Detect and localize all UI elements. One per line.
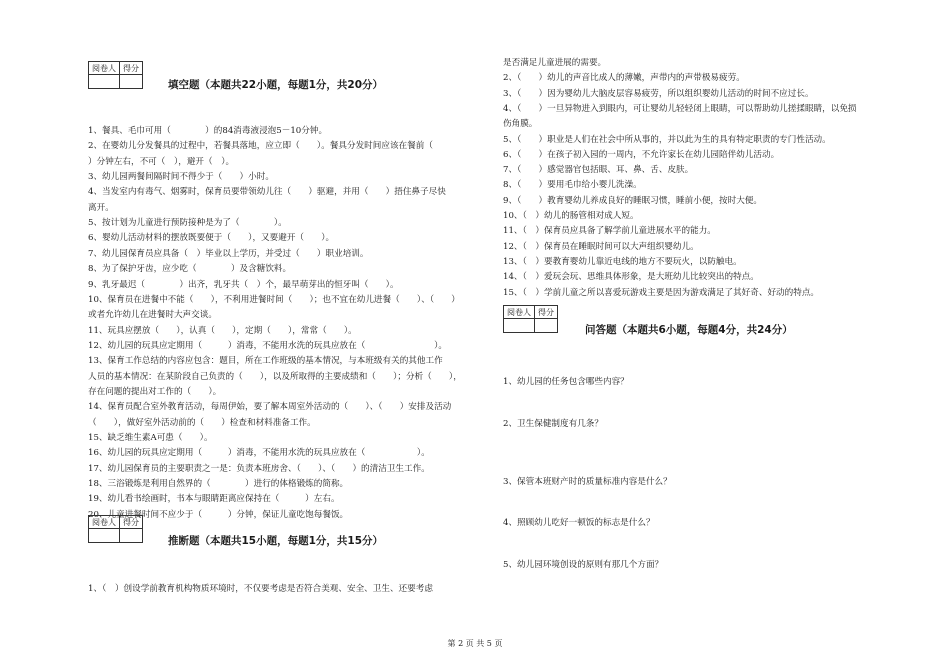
- fill-line-7: 5、按计划为儿童进行预防接种是为了（ ）。: [88, 218, 287, 229]
- fill-line-16: 13、保育工作总结的内容应包含：题目，所在工作班级的基本情况，与本班级有关的其他工作: [88, 356, 443, 367]
- grader-cell[interactable]: [504, 319, 535, 333]
- score-box-fill: [88, 61, 143, 89]
- grader-cell[interactable]: [89, 75, 120, 89]
- fill-line-2: 2、在婴幼儿分发餐具的过程中，若餐具落地，应立即（ ）。餐具分发时间应该在餐前（: [88, 141, 433, 152]
- judge-line-3: 3、（ ）因为婴幼儿大脑皮层容易疲劳，所以组织婴幼儿活动的时间不应过长。: [503, 88, 814, 99]
- fill-line-3: ）分钟左右，不可（ ），避开（ ）。: [88, 156, 235, 167]
- score-label: 得分: [535, 306, 558, 319]
- judge-section-title: 推断题（本题共15小题，每题1分，共15分）: [168, 535, 384, 547]
- fill-line-9: 7、幼儿园保育员应具备（ ）毕业以上学历，并受过（ ）职业培训。: [88, 248, 369, 259]
- qa-question-3: 3、保管本班财产时的质量标准内容是什么？: [503, 477, 672, 487]
- fill-line-22: 16、幼儿园的玩具应定期用（ ）消毒，不能用水洗的玩具应放在（ ）。: [88, 448, 430, 459]
- judge-line-8: 7、（ ）感觉器官包括眼、耳、鼻、舌、皮肤。: [503, 165, 694, 176]
- fill-line-21: 15、缺乏维生素A可患（ ）。: [88, 433, 213, 443]
- judge-line-11: 10、（ ）幼儿的肠管相对成人短。: [503, 211, 639, 221]
- qa-question-2: 2、卫生保健制度有几条？: [503, 419, 603, 429]
- score-cell[interactable]: [120, 529, 143, 543]
- fill-section-title: 填空题（本题共22小题，每题1分，共20分）: [168, 79, 384, 91]
- fill-line-13: 或者允许幼儿在进餐时大声交谈。: [88, 310, 217, 321]
- grader-label: 阅卷人: [504, 306, 535, 319]
- fill-line-10: 8、为了保护牙齿，应少吃（ ）及含糖饮料。: [88, 264, 292, 275]
- fill-line-12: 10、保育员在进餐中不能（ ），不利用进餐时间（ ）；也不宜在幼儿进餐（ ）、（ ）: [88, 294, 460, 305]
- score-box-judge: [88, 515, 143, 543]
- grader-label: 阅卷人: [89, 62, 120, 75]
- qa-question-1: 1、幼儿园的任务包含哪些内容？: [503, 377, 629, 387]
- fill-line-24: 18、三浴锻炼是利用自然界的（ ）进行的体格锻炼的简称。: [88, 479, 349, 490]
- judge-line-7: 6、（ ）在孩子初入园的一周内，不允许家长在幼儿园陪伴幼儿活动。: [503, 149, 780, 160]
- score-cell[interactable]: [120, 75, 143, 89]
- fill-line-6: 离开。: [88, 202, 114, 213]
- judge-line-16: 15、（ ）学前儿童之所以喜爱玩游戏主要是因为游戏满足了其好奇、好动的特点。: [503, 287, 820, 298]
- fill-line-18: 存在问题的提出对工作的（ ）。: [88, 386, 222, 397]
- judge-line-14: 13、（ ）要教育婴幼儿靠近电线的地方不要玩火，以防触电。: [503, 256, 742, 267]
- judge-line-12: 11、（ ）保育员应具备了解学前儿童进展水平的能力。: [503, 226, 716, 237]
- score-label: 得分: [120, 516, 143, 529]
- judge-line-1: 是否满足儿童进展的需要。: [503, 58, 607, 68]
- fill-line-8: 6、婴幼儿活动材料的摆放既要便于（ ），又要避开（ ）。: [88, 233, 335, 244]
- judge-line-13: 12、（ ）保育员在睡眠时间可以大声组织婴幼儿。: [503, 241, 699, 252]
- judge-line-15: 14、（ ）爱玩会玩、思维具体形象，是大班幼儿比较突出的特点。: [503, 272, 759, 283]
- score-box-qa: [503, 305, 558, 333]
- fill-line-11: 9、乳牙最迟（ ）出齐，乳牙共（ ）个，最早萌芽出的恒牙叫（ ）。: [88, 279, 399, 290]
- fill-line-19: 14、保育员配合室外教育活动，每周伊始，要了解本周室外活动的（ ）、（ ）安排及活动: [88, 402, 452, 413]
- judge-line-5: 伤角膜。: [503, 119, 538, 130]
- judge-line-6: 5、（ ）职业是人们在社会中所从事的，并以此为生的具有特定职责的专门性活动。: [503, 134, 831, 145]
- fill-line-14: 11、玩具应摆放（ ），认真（ ），定期（ ），常常（ ）。: [88, 325, 357, 336]
- score-label: 得分: [120, 62, 143, 75]
- judge-line-2: 2、（ ）幼儿的声音比成人的薄嫩，声带内的声带极易疲劳。: [503, 73, 745, 84]
- judge-question-1: 1、（ ）创设学前教育机构物质环境时，不仅要考虑是否符合美观、安全、卫生、还要考虑: [88, 584, 433, 594]
- fill-line-4: 3、幼儿园两餐间隔时间不得少于（ ）小时。: [88, 172, 274, 183]
- fill-line-23: 17、幼儿园保育员的主要职责之一是：负责本班房舍、（ ）、（ ）的清洁卫生工作。: [88, 463, 430, 474]
- fill-line-1: 1、餐具、毛巾可用（ ）的84消毒液浸泡5－10分钟。: [88, 126, 328, 136]
- qa-question-4: 4、照顾幼儿吃好一顿饭的标志是什么？: [503, 518, 655, 528]
- page-footer: 第 2 页 共 5 页: [447, 639, 503, 648]
- fill-line-17: 人员的基本情况：在某阶段自己负责的（ ），以及所取得的主要成绩和（ ）；分析（ ），: [88, 371, 462, 382]
- fill-line-20: （ ），做好室外活动前的（ ）检查和材料准备工作。: [88, 417, 316, 428]
- judge-line-9: 8、（ ）要用毛巾给小婴儿洗澡。: [503, 180, 642, 191]
- judge-line-10: 9、（ ）教育婴幼儿养成良好的睡眠习惯，睡前小便，按时大便。: [503, 195, 762, 206]
- fill-line-5: 4、当发室内有毒气、烟雾时，保育员要带领幼儿往（ ）驱避，并用（ ）捂住鼻子尽快: [88, 187, 446, 198]
- qa-question-5: 5、幼儿园环境创设的原则有那几个方面？: [503, 560, 664, 570]
- judge-line-4: 4、（ ）一旦异物进入到眼内，可让婴幼儿轻轻闭上眼睛，可以帮助幼儿搓揉眼睛，以免损: [503, 103, 857, 114]
- grader-label: 阅卷人: [89, 516, 120, 529]
- fill-line-15: 12、幼儿园的玩具应定期用（ ）消毒，不能用水洗的玩具应放在（ ）。: [88, 340, 447, 351]
- score-cell[interactable]: [535, 319, 558, 333]
- fill-line-26: 20、儿童进餐时间不应少于（ ）分钟，保证儿童吃饱每餐饭。: [88, 509, 349, 520]
- qa-section-title: 问答题（本题共6小题，每题4分，共24分）: [585, 324, 793, 336]
- grader-cell[interactable]: [89, 529, 120, 543]
- fill-line-25: 19、幼儿看书绘画时，书本与眼睛距离应保持在（ ）左右。: [88, 494, 340, 505]
